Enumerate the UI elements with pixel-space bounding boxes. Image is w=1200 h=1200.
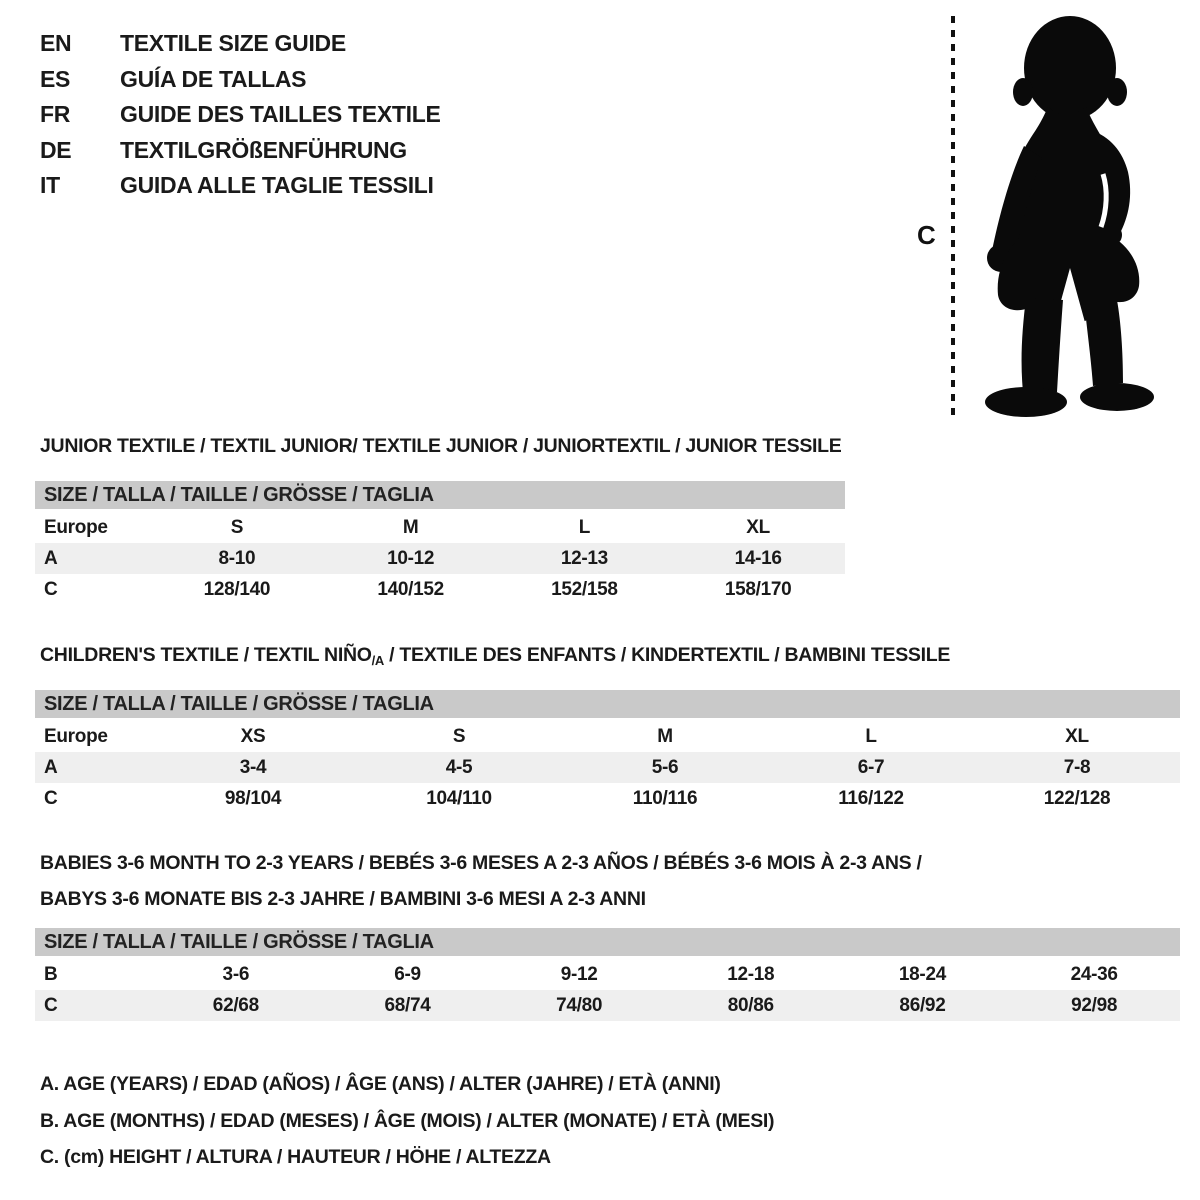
table-row xyxy=(35,574,845,605)
row-label: C xyxy=(44,787,58,809)
section-title-line2: BABYS 3-6 MONATE BIS 2-3 JAHRE / BAMBINI 3-6 MESI A 2-3 ANNI xyxy=(40,888,646,910)
cell: 10-12 xyxy=(387,547,435,569)
lang-row-es xyxy=(40,62,441,98)
cell: XS xyxy=(240,725,266,747)
cell: 62/68 xyxy=(212,994,259,1016)
row-label: B xyxy=(44,963,58,985)
section-title-children xyxy=(40,637,950,679)
table-row xyxy=(35,990,1180,1021)
section-title-text: CHILDREN'S TEXTILE / TEXTIL NIÑO xyxy=(40,644,372,666)
table-row xyxy=(35,783,1180,814)
cell: 5-6 xyxy=(651,756,679,778)
cell: 68/74 xyxy=(384,994,431,1016)
size-header-bar: SIZE / TALLA / TAILLE / GRÖSSE / TAGLIA xyxy=(35,928,1180,956)
cell: L xyxy=(578,516,591,538)
cell: 158/170 xyxy=(724,578,792,600)
lang-code: EN xyxy=(40,30,72,56)
cell: XL xyxy=(1065,725,1089,747)
cell: 128/140 xyxy=(203,578,271,600)
cell: 116/122 xyxy=(838,787,904,809)
table-row xyxy=(35,721,1180,752)
lang-row-de xyxy=(40,133,441,169)
cell: 9-12 xyxy=(560,963,598,985)
lang-label: GUIDA ALLE TAGLIE TESSILI xyxy=(120,172,434,198)
lang-code: DE xyxy=(40,136,72,163)
cell: 12-13 xyxy=(560,547,608,569)
cell: 6-9 xyxy=(394,963,421,985)
lang-row-fr xyxy=(40,97,441,133)
table-row xyxy=(35,543,845,574)
row-label: C xyxy=(44,994,58,1016)
cell: 3-6 xyxy=(222,963,250,985)
legend xyxy=(40,1066,774,1176)
table-row xyxy=(35,512,845,543)
section-title-text: JUNIOR TEXTILE / TEXTIL JUNIOR/ TEXTILE JUNIOR / JUNIORTEXTIL / JUNIOR TESSILE xyxy=(40,435,842,457)
cell: 110/116 xyxy=(632,787,698,809)
cell: 4-5 xyxy=(445,756,473,778)
cell: S xyxy=(452,725,466,747)
cell: 24-36 xyxy=(1070,963,1118,985)
cell: 152/158 xyxy=(551,578,618,600)
cell: 14-16 xyxy=(734,547,782,569)
row-label: Europe xyxy=(44,516,108,538)
junior-size-table xyxy=(35,512,845,605)
cell: 8-10 xyxy=(218,547,256,569)
lang-label: TEXTILE SIZE GUIDE xyxy=(120,30,346,56)
cell: XL xyxy=(746,516,770,538)
lang-row-it xyxy=(40,168,441,204)
cell: 98/104 xyxy=(224,787,282,809)
row-label: C xyxy=(44,578,58,600)
lang-label: GUÍA DE TALLAS xyxy=(120,65,307,92)
cell: 80/86 xyxy=(727,994,774,1016)
cell: M xyxy=(657,725,673,747)
row-label: A xyxy=(44,547,58,569)
section-title-babies xyxy=(40,845,922,917)
language-list xyxy=(40,26,441,204)
lang-label: GUIDE DES TAILLES TEXTILE xyxy=(120,101,441,127)
height-marker-label: C xyxy=(917,220,936,250)
section-title-text: / TEXTILE DES ENFANTS / KINDERTEXTIL / BAMBINI TESSILE xyxy=(384,644,951,666)
lang-code: FR xyxy=(40,101,71,127)
lang-code: IT xyxy=(40,172,60,198)
lang-row-en xyxy=(40,26,441,62)
babies-size-table xyxy=(35,959,1180,1021)
cell: L xyxy=(865,725,877,747)
baby-silhouette-icon xyxy=(985,16,1154,417)
section-title-subscript: /A xyxy=(371,653,385,668)
babies-table xyxy=(35,928,1180,1021)
size-header-bar: SIZE / TALLA / TAILLE / GRÖSSE / TAGLIA xyxy=(35,690,1180,718)
row-label: Europe xyxy=(44,725,108,747)
section-title-junior xyxy=(40,428,842,464)
lang-code: ES xyxy=(40,65,71,92)
legend-line-b: B. AGE (MONTHS) / EDAD (MESES) / ÂGE (MOIS) / ALTER (MONATE) / ETÀ (MESI) xyxy=(40,1109,775,1132)
cell: M xyxy=(402,516,419,538)
size-header-bar: SIZE / TALLA / TAILLE / GRÖSSE / TAGLIA xyxy=(35,481,845,509)
table-row xyxy=(35,752,1180,783)
height-figure xyxy=(905,6,1165,424)
cell: 104/110 xyxy=(426,787,492,809)
row-label: A xyxy=(44,756,58,778)
cell: 7-8 xyxy=(1063,756,1091,778)
section-title-line1: BABIES 3-6 MONTH TO 2-3 YEARS / BEBÉS 3-6 MESES A 2-3 AÑOS / BÉBÉS 3-6 MOIS À 2-3 ANS / xyxy=(40,852,922,874)
cell: 86/92 xyxy=(899,994,946,1016)
junior-table xyxy=(35,481,845,605)
cell: 6-7 xyxy=(857,756,885,778)
cell: 140/152 xyxy=(377,578,444,600)
legend-line-a: A. AGE (YEARS) / EDAD (AÑOS) / ÂGE (ANS) / ALTER (JAHRE) / ETÀ (ANNI) xyxy=(40,1073,721,1095)
cell: 92/98 xyxy=(1071,994,1118,1016)
cell: 122/128 xyxy=(1043,787,1111,809)
cell: 18-24 xyxy=(898,963,946,985)
cell: 12-18 xyxy=(727,963,775,985)
lang-label: TEXTILGRÖßENFÜHRUNG xyxy=(120,136,407,163)
cell: 3-4 xyxy=(239,756,267,778)
table-row xyxy=(35,959,1180,990)
cell: S xyxy=(230,516,244,538)
children-size-table xyxy=(35,721,1180,814)
legend-line-c: C. (cm) HEIGHT / ALTURA / HAUTEUR / HÖHE / ALTEZZA xyxy=(40,1146,551,1168)
children-table xyxy=(35,690,1180,814)
cell: 74/80 xyxy=(556,994,603,1016)
